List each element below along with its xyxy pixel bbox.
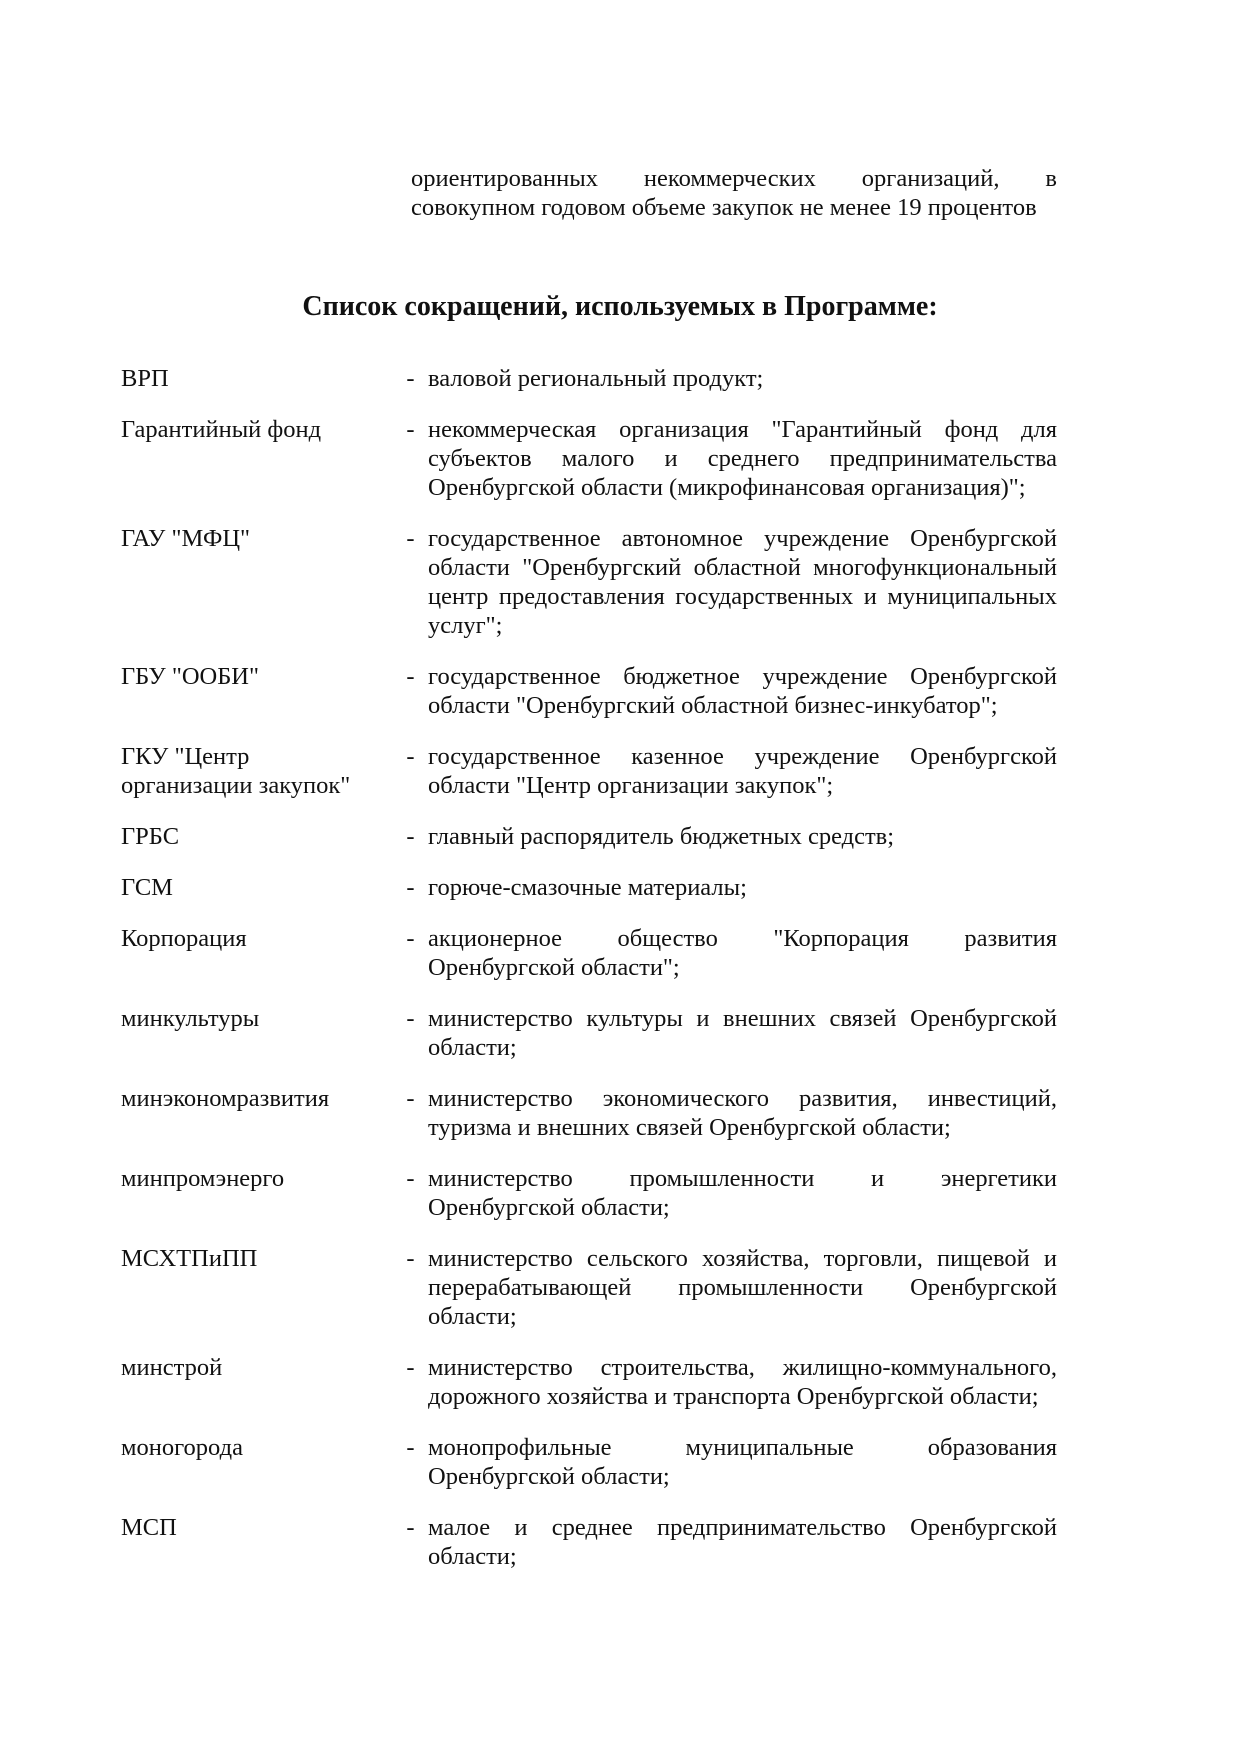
abbreviation-definition: некоммерческая организация "Гарантийный фонд для субъектов малого и среднего предпринимательства Оренбургской области (микрофинансовая организация)";: [428, 416, 1057, 501]
abbreviation-row: [121, 822, 1057, 851]
abbreviation-row: [121, 742, 1057, 800]
abbreviation-row: [121, 1164, 1057, 1222]
dash-separator: -: [406, 823, 415, 850]
abbreviation-row: [121, 1513, 1057, 1571]
abbreviation-list: [121, 364, 1057, 1593]
dash-separator: -: [406, 525, 415, 552]
abbreviation-term: МСХТПиПП: [121, 1245, 258, 1272]
abbreviation-term: минпромэнерго: [121, 1165, 285, 1192]
abbreviation-term: МСП: [121, 1514, 177, 1541]
abbreviation-definition: монопрофильные муниципальные образования Оренбургской области;: [428, 1434, 1057, 1490]
abbreviation-definition: государственное бюджетное учреждение Оренбургской области "Оренбургский областной бизнес-инкубатор";: [428, 663, 1057, 719]
abbreviation-definition: горюче-смазочные материалы;: [428, 874, 747, 901]
section-title: Список сокращений, используемых в Программе:: [302, 291, 938, 322]
abbreviation-definition: государственное автономное учреждение Оренбургской области "Оренбургский областной многофункциональный центр предоставления государственных и муниципальных услуг";: [428, 525, 1057, 639]
abbreviation-definition: главный распорядитель бюджетных средств;: [428, 823, 895, 850]
abbreviation-row: [121, 924, 1057, 982]
abbreviation-definition: министерство экономического развития, инвестиций, туризма и внешних связей Оренбургской области;: [428, 1085, 1057, 1141]
abbreviation-term: Корпорация: [121, 925, 247, 952]
dash-separator: -: [406, 1434, 415, 1461]
abbreviation-row: [121, 524, 1057, 640]
abbreviation-term: минкультуры: [121, 1005, 260, 1032]
abbreviation-term: минэкономразвития: [121, 1085, 330, 1112]
abbreviation-term: ВРП: [121, 365, 169, 392]
abbreviation-term: ГКУ "Центр организации закупок": [121, 743, 351, 799]
abbreviation-term: ГБУ "ООБИ": [121, 663, 259, 690]
abbreviation-row: [121, 1353, 1057, 1411]
abbreviation-term: минстрой: [121, 1354, 223, 1381]
intro-paragraph: ориентированных некоммерческих организаций, в совокупном годовом объеме закупок не менее 19 процентов: [411, 165, 1057, 221]
dash-separator: -: [406, 663, 415, 690]
abbreviation-row: [121, 1004, 1057, 1062]
abbreviation-term: Гарантийный фонд: [121, 416, 322, 443]
abbreviation-definition: министерство сельского хозяйства, торговли, пищевой и перерабатывающей промышленности Оренбургской области;: [428, 1245, 1057, 1330]
dash-separator: -: [406, 874, 415, 901]
dash-separator: -: [406, 743, 415, 770]
abbreviation-row: [121, 873, 1057, 902]
abbreviation-term: ГРБС: [121, 823, 180, 850]
abbreviation-term: ГСМ: [121, 874, 173, 901]
abbreviation-row: [121, 1433, 1057, 1491]
abbreviation-row: [121, 1244, 1057, 1331]
dash-separator: -: [406, 1005, 415, 1032]
abbreviation-definition: министерство строительства, жилищно-коммунального, дорожного хозяйства и транспорта Оренбургской области;: [428, 1354, 1057, 1410]
dash-separator: -: [406, 1354, 415, 1381]
dash-separator: -: [406, 416, 415, 443]
dash-separator: -: [406, 365, 415, 392]
dash-separator: -: [406, 1165, 415, 1192]
abbreviation-definition: акционерное общество "Корпорация развития Оренбургской области";: [428, 925, 1057, 981]
abbreviation-term: моногорода: [121, 1434, 243, 1461]
abbreviation-row: [121, 1084, 1057, 1142]
abbreviation-definition: государственное казенное учреждение Оренбургской области "Центр организации закупок";: [428, 743, 1057, 799]
abbreviation-row: [121, 662, 1057, 720]
abbreviation-row: [121, 415, 1057, 502]
abbreviation-definition: малое и среднее предпринимательство Оренбургской области;: [428, 1514, 1057, 1570]
dash-separator: -: [406, 925, 415, 952]
abbreviation-definition: валовой региональный продукт;: [428, 365, 764, 392]
abbreviation-definition: министерство культуры и внешних связей Оренбургской области;: [428, 1005, 1057, 1061]
dash-separator: -: [406, 1514, 415, 1541]
dash-separator: -: [406, 1085, 415, 1112]
abbreviation-row: [121, 364, 1057, 393]
abbreviation-definition: министерство промышленности и энергетики Оренбургской области;: [428, 1165, 1057, 1221]
abbreviation-term: ГАУ "МФЦ": [121, 525, 251, 552]
dash-separator: -: [406, 1245, 415, 1272]
